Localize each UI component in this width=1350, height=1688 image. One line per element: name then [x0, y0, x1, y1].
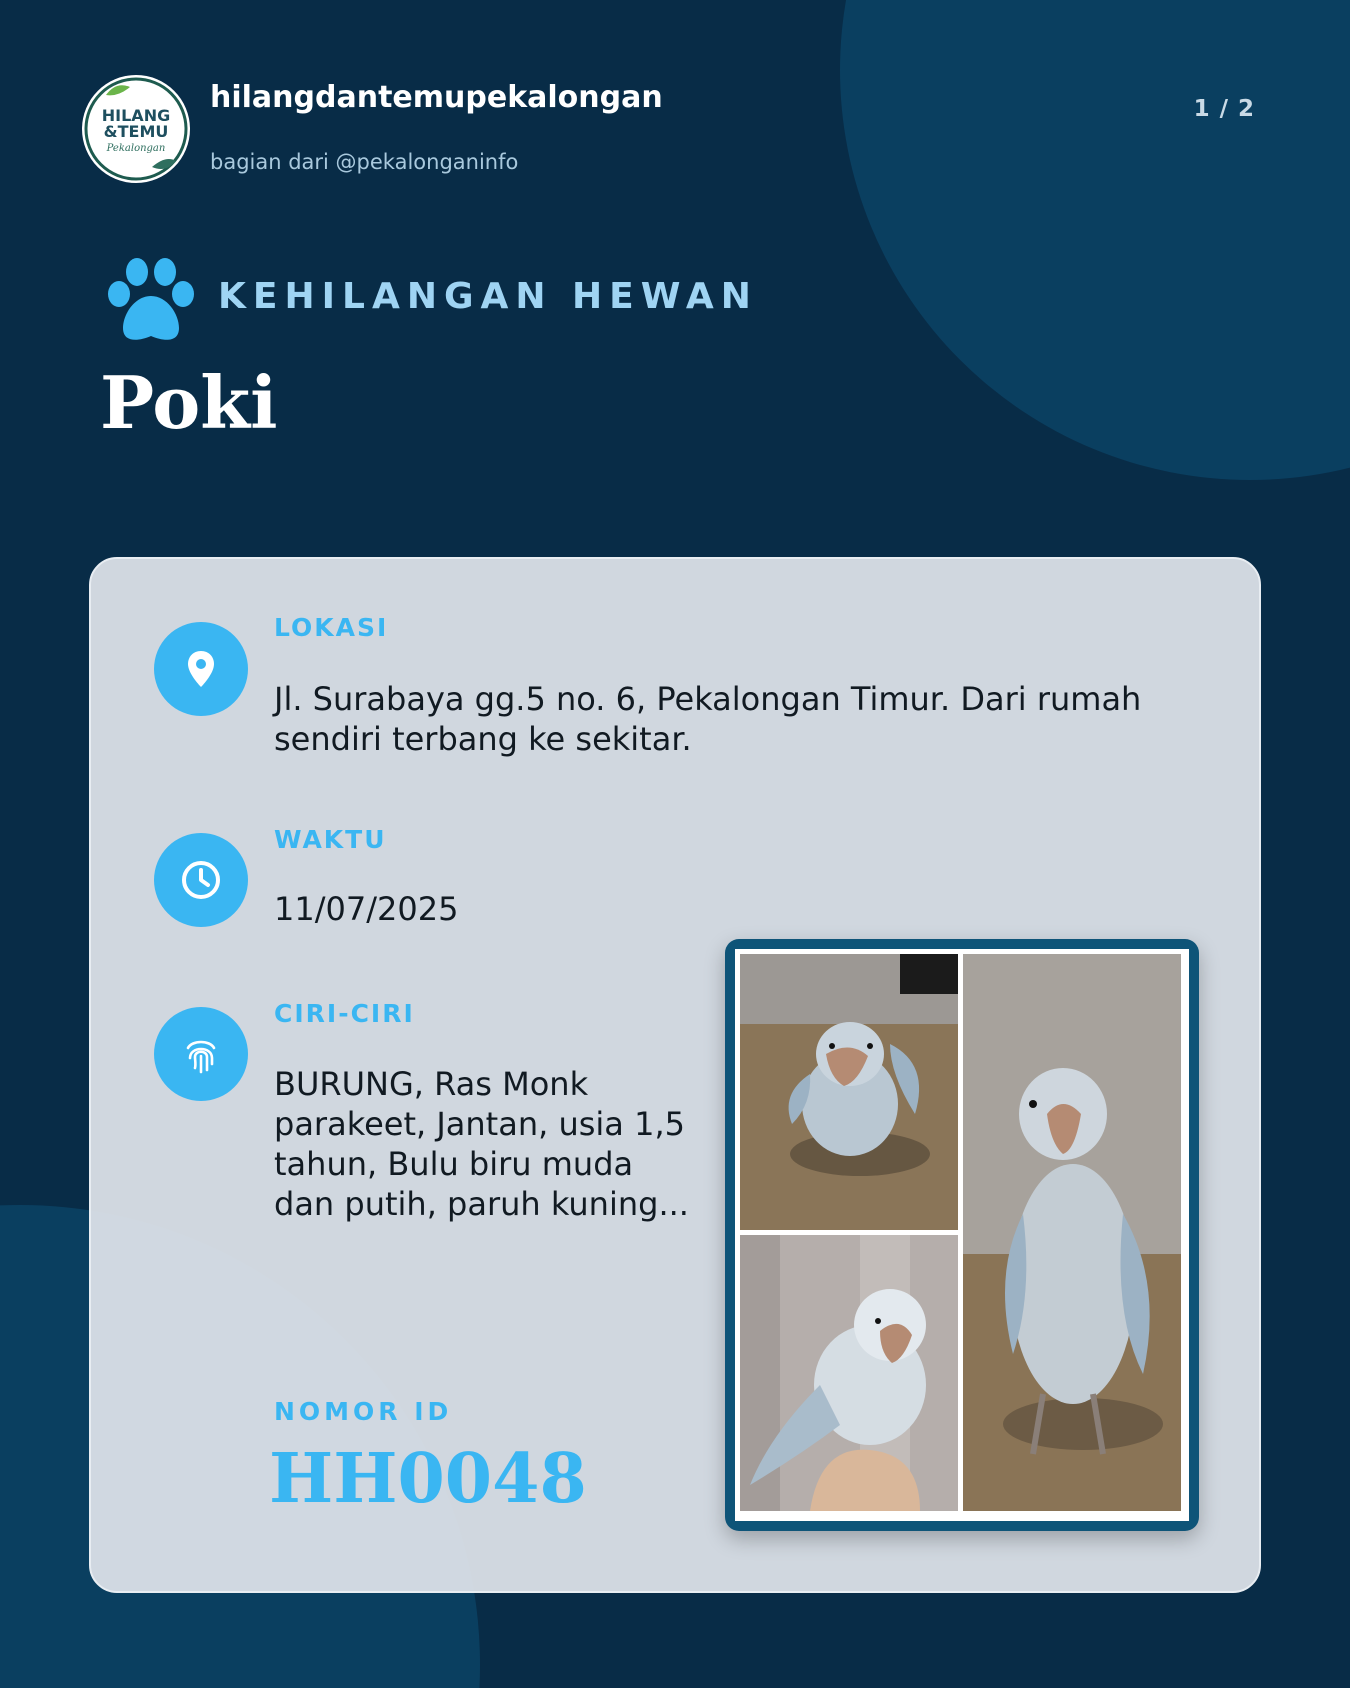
account-name[interactable]: hilangdantemupekalongan: [210, 80, 663, 115]
info-card: [89, 557, 1261, 1593]
account-logo[interactable]: [82, 75, 190, 183]
traits-label: CIRI-CIRI: [274, 999, 415, 1028]
time-label: WAKTU: [274, 825, 387, 854]
bird-photo-3[interactable]: [740, 1235, 958, 1511]
location-pin-icon: [154, 622, 248, 716]
logo-text-3: Pekalongan: [106, 143, 166, 154]
fingerprint-icon: [154, 1007, 248, 1101]
page-counter: 1 / 2: [1193, 96, 1255, 122]
id-label: NOMOR ID: [274, 1397, 453, 1426]
logo-text-2: &TEMU: [103, 122, 169, 141]
bird-photo-2[interactable]: [963, 954, 1181, 1511]
photo-collage: [725, 939, 1199, 1531]
bird-photo-1[interactable]: [740, 954, 958, 1230]
account-subtitle: bagian dari @pekalonganinfo: [210, 150, 519, 174]
background-circle-top: [840, 0, 1350, 480]
id-value: HH0048: [269, 1439, 587, 1519]
paw-icon: [103, 258, 199, 344]
location-label: LOKASI: [274, 613, 389, 642]
pet-name: Poki: [100, 360, 278, 445]
time-value: 11/07/2025: [274, 890, 459, 928]
location-value: Jl. Surabaya gg.5 no. 6, Pekalongan Timur. Dari rumah sendiri terbang ke sekitar.: [274, 680, 1142, 758]
traits-value: BURUNG, Ras Monk parakeet, Jantan, usia 1,5 tahun, Bulu biru muda dan putih, paruh kuning...: [274, 1065, 689, 1223]
logo-text-1: HILANG: [101, 106, 171, 125]
category-heading: KEHILANGAN HEWAN: [218, 276, 758, 317]
clock-icon: [154, 833, 248, 927]
